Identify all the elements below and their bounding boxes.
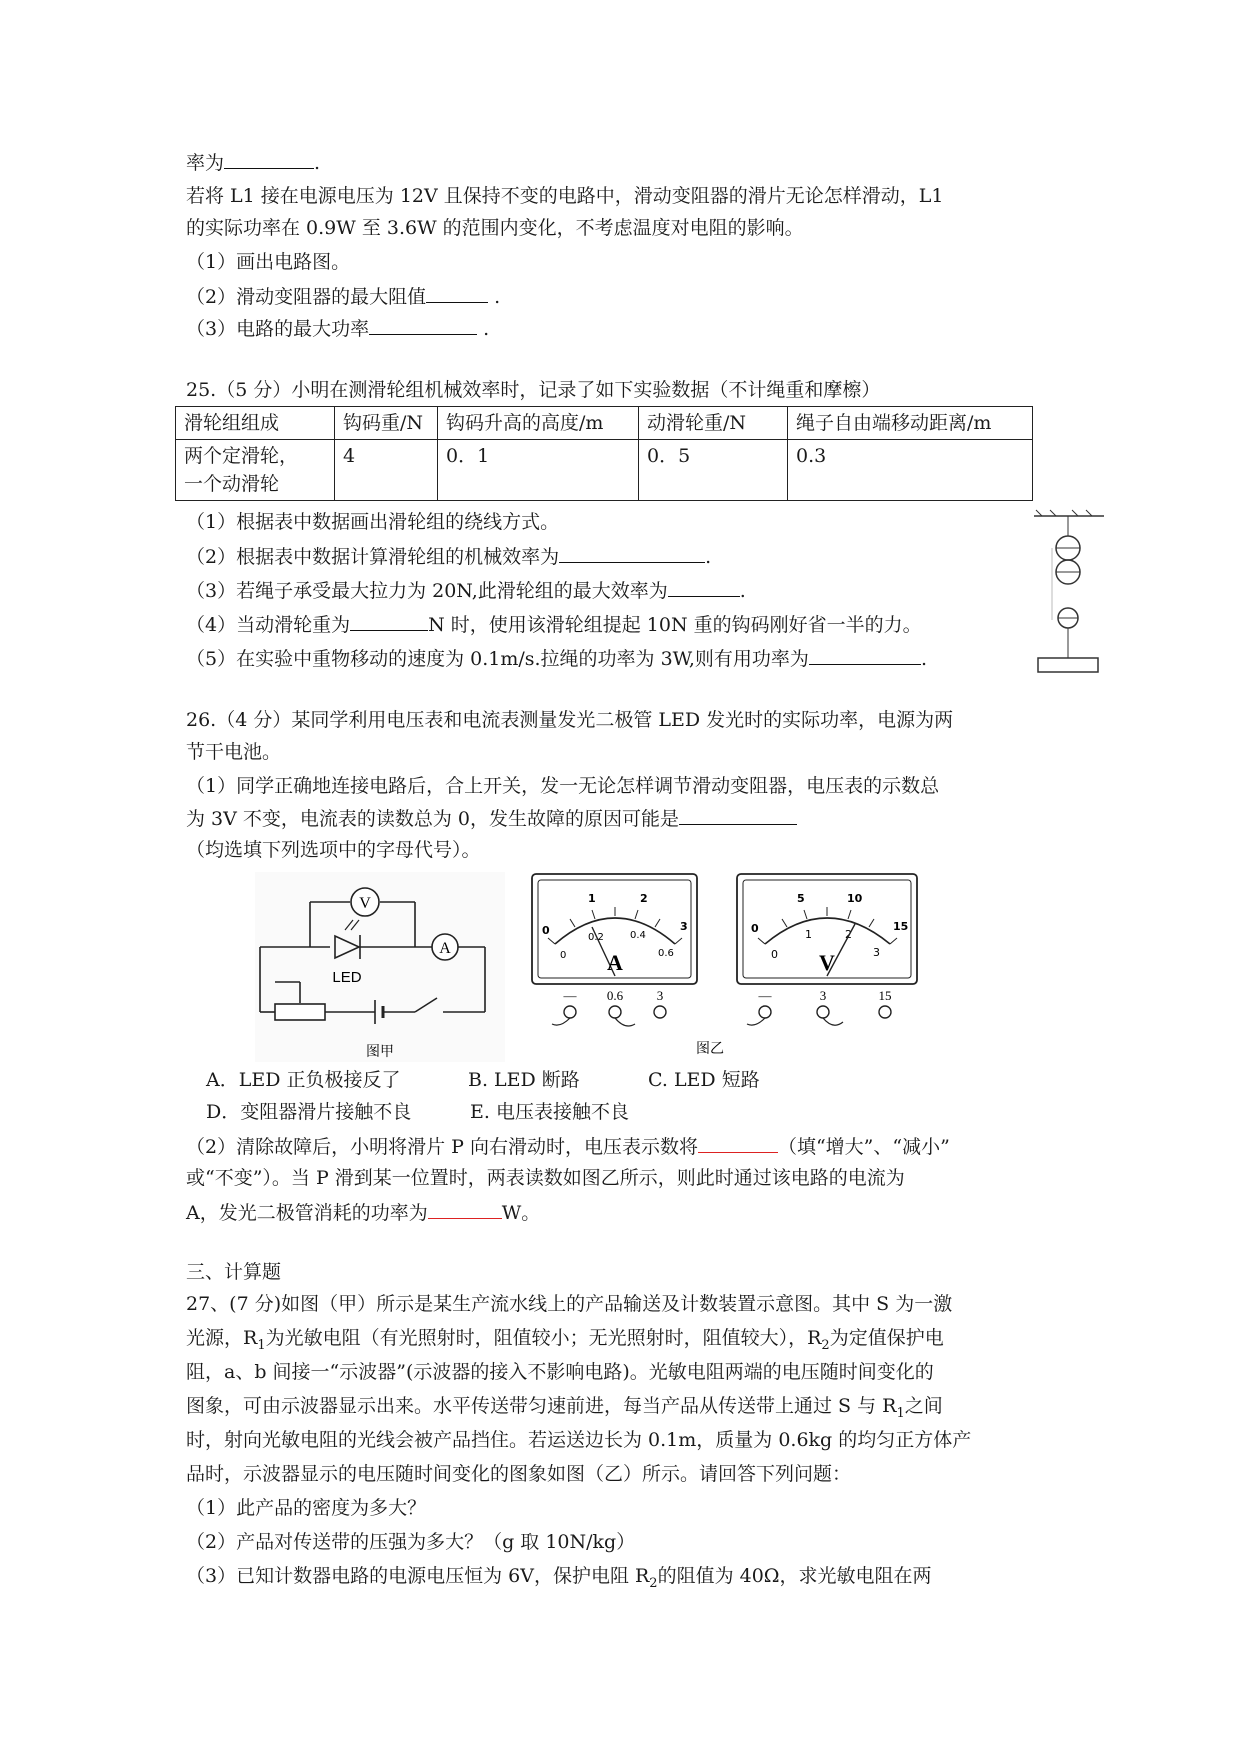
ammeter-scale-bottom: 0 [560, 950, 567, 961]
voltmeter-scale-top: 0 [751, 922, 759, 935]
text-line: （3）若绳子承受最大拉力为 20N,此滑轮组的最大效率为 . [186, 580, 746, 602]
text-line: A，发光二极管消耗的功率为 W。 [186, 1202, 541, 1224]
text-line: 节干电池。 [186, 741, 282, 763]
table-cell: 0.3 [788, 440, 1033, 501]
text-line: （3）已知计数器电路的电源电压恒为 6V，保护电阻 $R_2$的阻值为 40Ω，求光敏电阻在两 [186, 1565, 932, 1591]
figure-yi-caption: 图乙 [696, 1041, 724, 1057]
circuit-diagram [255, 872, 505, 1062]
table-header-row [176, 407, 1033, 440]
voltmeter-terminal-label: 15 [878, 988, 892, 1003]
section-heading: 三、计算题 [186, 1261, 282, 1283]
ammeter-symbol-label: A [439, 940, 451, 957]
option-c: C. LED 短路 [648, 1069, 760, 1091]
text-line: 或“不变”）。当 P 滑到某一位置时，两表读数如图乙所示，则此时通过该电路的电流为 [186, 1167, 905, 1189]
option-b: B. LED 断路 [468, 1069, 580, 1091]
voltmeter-scale-bottom: 3 [873, 946, 880, 959]
text-line: （2）根据表中数据计算滑轮组的机械效率为 . [186, 546, 712, 568]
table-header-cell: 钩码重/N [335, 407, 438, 440]
answer-blank[interactable] [698, 1134, 778, 1153]
voltmeter-scale-top: 10 [847, 892, 863, 905]
led-label: LED [332, 969, 362, 986]
pulley-data-table [175, 406, 1033, 501]
text-line: 光源，$R_1$为光敏电阻（有光照射时，阻值较小；无光照射时，阻值较大），$R_2$为定值保护电 [186, 1327, 944, 1353]
text-line: （1）同学正确地连接电路后，合上开关，发一无论怎样调节滑动变阻器，电压表的示数总 [186, 775, 940, 797]
answer-blank[interactable] [809, 646, 921, 665]
ammeter-scale-top: 1 [588, 892, 596, 905]
text-line: （2）产品对传送带的压强为多大？（g 取 10N/kg） [186, 1531, 636, 1553]
text-line: 若将 L1 接在电源电压为 12V 且保持不变的电路中，滑动变阻器的滑片无论怎样滑动，L1 [186, 185, 944, 207]
voltmeter-scale-top: 5 [797, 892, 805, 905]
answer-blank[interactable] [679, 806, 797, 825]
text-line: （1）此产品的密度为多大？ [186, 1497, 427, 1519]
ammeter-scale-top: 0 [542, 924, 550, 937]
table-cell: 4 [335, 440, 438, 501]
option-d: D．变阻器滑片接触不良 [206, 1101, 412, 1123]
answer-blank[interactable] [559, 544, 705, 563]
text-line: （均选填下列选项中的字母代号）。 [186, 839, 481, 861]
answer-blank[interactable] [224, 150, 314, 169]
answer-blank[interactable] [428, 1200, 502, 1219]
text-line: （5）在实验中重物移动的速度为 0.1m/s.拉绳的功率为 3W,则有用功率为 . [186, 648, 927, 670]
voltmeter-figure [735, 872, 925, 1032]
ammeter-terminal-label: 3 [656, 988, 664, 1003]
answer-blank[interactable] [350, 612, 428, 631]
table-header-cell: 钩码升高的高度/m [438, 407, 639, 440]
text-line: 的实际功率在 0.9W 至 3.6W 的范围内变化，不考虑温度对电阻的影响。 [186, 217, 804, 239]
answer-blank[interactable] [668, 578, 740, 597]
table-header-cell: 绳子自由端移动距离/m [788, 407, 1033, 440]
question-26-title: 26.（4 分）某同学利用电压表和电流表测量发光二极管 LED 发光时的实际功率，电源为两 [186, 709, 954, 731]
voltmeter-terminal-label: — [758, 988, 772, 1003]
text-line: 为 3V 不变，电流表的读数总为 0，发生故障的原因可能是 [186, 806, 797, 831]
voltmeter-scale-top: 15 [893, 920, 909, 933]
table-cell: 0．5 [639, 440, 788, 501]
pulley-sketch [1028, 508, 1108, 678]
question-27-title: 27、(7 分)如图（甲）所示是某生产流水线上的产品输送及计数装置示意图。其中 S 为一激 [186, 1293, 953, 1315]
ammeter-scale-bottom: 0.2 [588, 932, 604, 943]
ammeter-terminal-label: — [563, 988, 577, 1003]
text-line: 阻，a、b 间接一“示波器”(示波器的接入不影响电路)。光敏电阻两端的电压随时间变化的 [186, 1361, 934, 1383]
ammeter-figure [530, 872, 700, 1032]
text-line: 时，射向光敏电阻的光线会被产品挡住。若运送边长为 0.1m，质量为 0.6kg 的均匀正方体产 [186, 1429, 972, 1451]
question-25-title: 25.（5 分）小明在测滑轮组机械效率时，记录了如下实验数据（不计绳重和摩檫） [186, 379, 881, 401]
ammeter-scale-bottom: 0.4 [630, 930, 646, 941]
voltmeter-scale-bottom: 0 [771, 948, 778, 961]
text-line: 品时，示波器显示的电压随时间变化的图象如图（乙）所示。请回答下列问题： [186, 1463, 852, 1485]
figure-jia-caption: 图甲 [366, 1044, 394, 1060]
figure-yi-caption-box [690, 1038, 730, 1058]
answer-blank[interactable] [426, 284, 488, 303]
text-line: （3）电路的最大功率 . [186, 318, 490, 340]
voltmeter-scale-bottom: 1 [805, 928, 812, 941]
ammeter-scale-top: 3 [680, 920, 688, 933]
table-cell: 0．1 [438, 440, 639, 501]
text-line: （2）清除故障后，小明将滑片 P 向右滑动时，电压表示数将 （填“增大”、“减小” [186, 1136, 950, 1158]
text-line: 图象，可由示波器显示出来。水平传送带匀速前进，每当产品从传送带上通过 S 与 $R_1$之间 [186, 1395, 943, 1421]
voltmeter-letter: V [819, 950, 835, 975]
ammeter-scale-top: 2 [640, 892, 648, 905]
voltmeter-symbol-label: V [359, 895, 371, 912]
table-cell: 两个定滑轮， 一个动滑轮 [176, 440, 335, 501]
voltmeter-terminal-label: 3 [819, 988, 827, 1003]
line-power-rate: 率为 . [186, 152, 321, 174]
table-row [176, 440, 1033, 501]
text-line: （1）画出电路图。 [186, 251, 351, 273]
text-line: （4）当动滑轮重为 N 时，使用该滑轮组提起 10N 重的钩码刚好省一半的力。 [186, 614, 922, 636]
ammeter-letter: A [607, 950, 623, 975]
ammeter-scale-bottom: 0.6 [658, 948, 674, 959]
answer-blank[interactable] [369, 316, 477, 335]
text-line: （2）滑动变阻器的最大阻值 . [186, 286, 501, 308]
table-header-cell: 滑轮组组成 [176, 407, 335, 440]
voltmeter-scale-bottom: 2 [845, 928, 852, 941]
option-e: E. 电压表接触不良 [470, 1101, 629, 1123]
table-header-cell: 动滑轮重/N [639, 407, 788, 440]
ammeter-terminal-label: 0.6 [606, 988, 624, 1003]
option-a: A．LED 正负极接反了 [206, 1069, 401, 1091]
text-line: （1）根据表中数据画出滑轮组的绕线方式。 [186, 511, 560, 533]
